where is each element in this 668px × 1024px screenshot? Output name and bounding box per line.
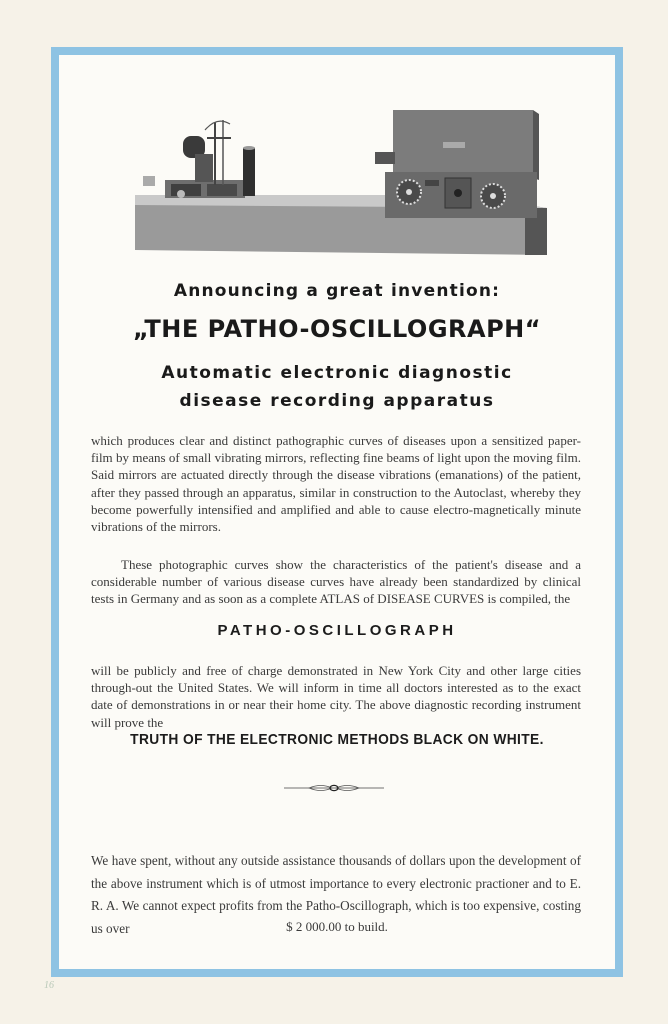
subtitle-line-2: disease recording apparatus xyxy=(179,391,495,411)
paragraph-costs: We have spent, without any outside assistance thousands of dollars upon the development of the above instrument which is of utmost importance to every electronic practioner and to E. R. A. We cannot expect profits from the Patho-Oscillograph, which is too expensive, costing us over xyxy=(91,853,581,936)
cost-line: $ 2 000.00 to build. xyxy=(286,919,388,934)
ornament-divider-icon xyxy=(284,782,384,794)
apparatus-photo xyxy=(135,110,549,255)
paragraph-demonstrations: will be publicly and free of charge demonstrated in New York City and other large cities through-out the United States. We will inform in time all doctors interested as to the exact date of demonstrations in or near their home city. The above diagnostic recording instrument will prove the xyxy=(91,663,581,730)
paragraph-curves: These photographic curves show the characteristics of the patient's disease and a considerable number of various disease curves have already been standardized by clinical tests in Germany and as soon as a complete ATLAS of DISEASE CURVES is compiled, the xyxy=(91,557,581,607)
paragraph-description: which produces clear and distinct pathographic curves of diseases upon a sensitized paper-film by means of small vibrating mirrors, reflecting fine beams of light upon the moving film. Said mirrors are actuated directly through the disease vibrations (emanations) of the patient, after they passed through an apparatus, similar in construction to the Autoclast, whereby they become powerfully intensified and amplified and able to cause electro-magnetically minute vibrations of the mirrors. xyxy=(91,433,581,535)
product-title: „THE PATHO-OSCILLOGRAPH“ xyxy=(132,315,542,343)
patho-oscillograph-heading: PATHO-OSCILLOGRAPH xyxy=(217,622,457,639)
announcement-heading: Announcing a great invention: xyxy=(173,281,501,301)
page-number: 16 xyxy=(44,980,54,991)
truth-heading: TRUTH OF THE ELECTRONIC METHODS BLACK ON WHITE. xyxy=(130,731,544,748)
subtitle-line-1: Automatic electronic diagnostic xyxy=(161,363,513,383)
page-frame xyxy=(51,47,623,977)
